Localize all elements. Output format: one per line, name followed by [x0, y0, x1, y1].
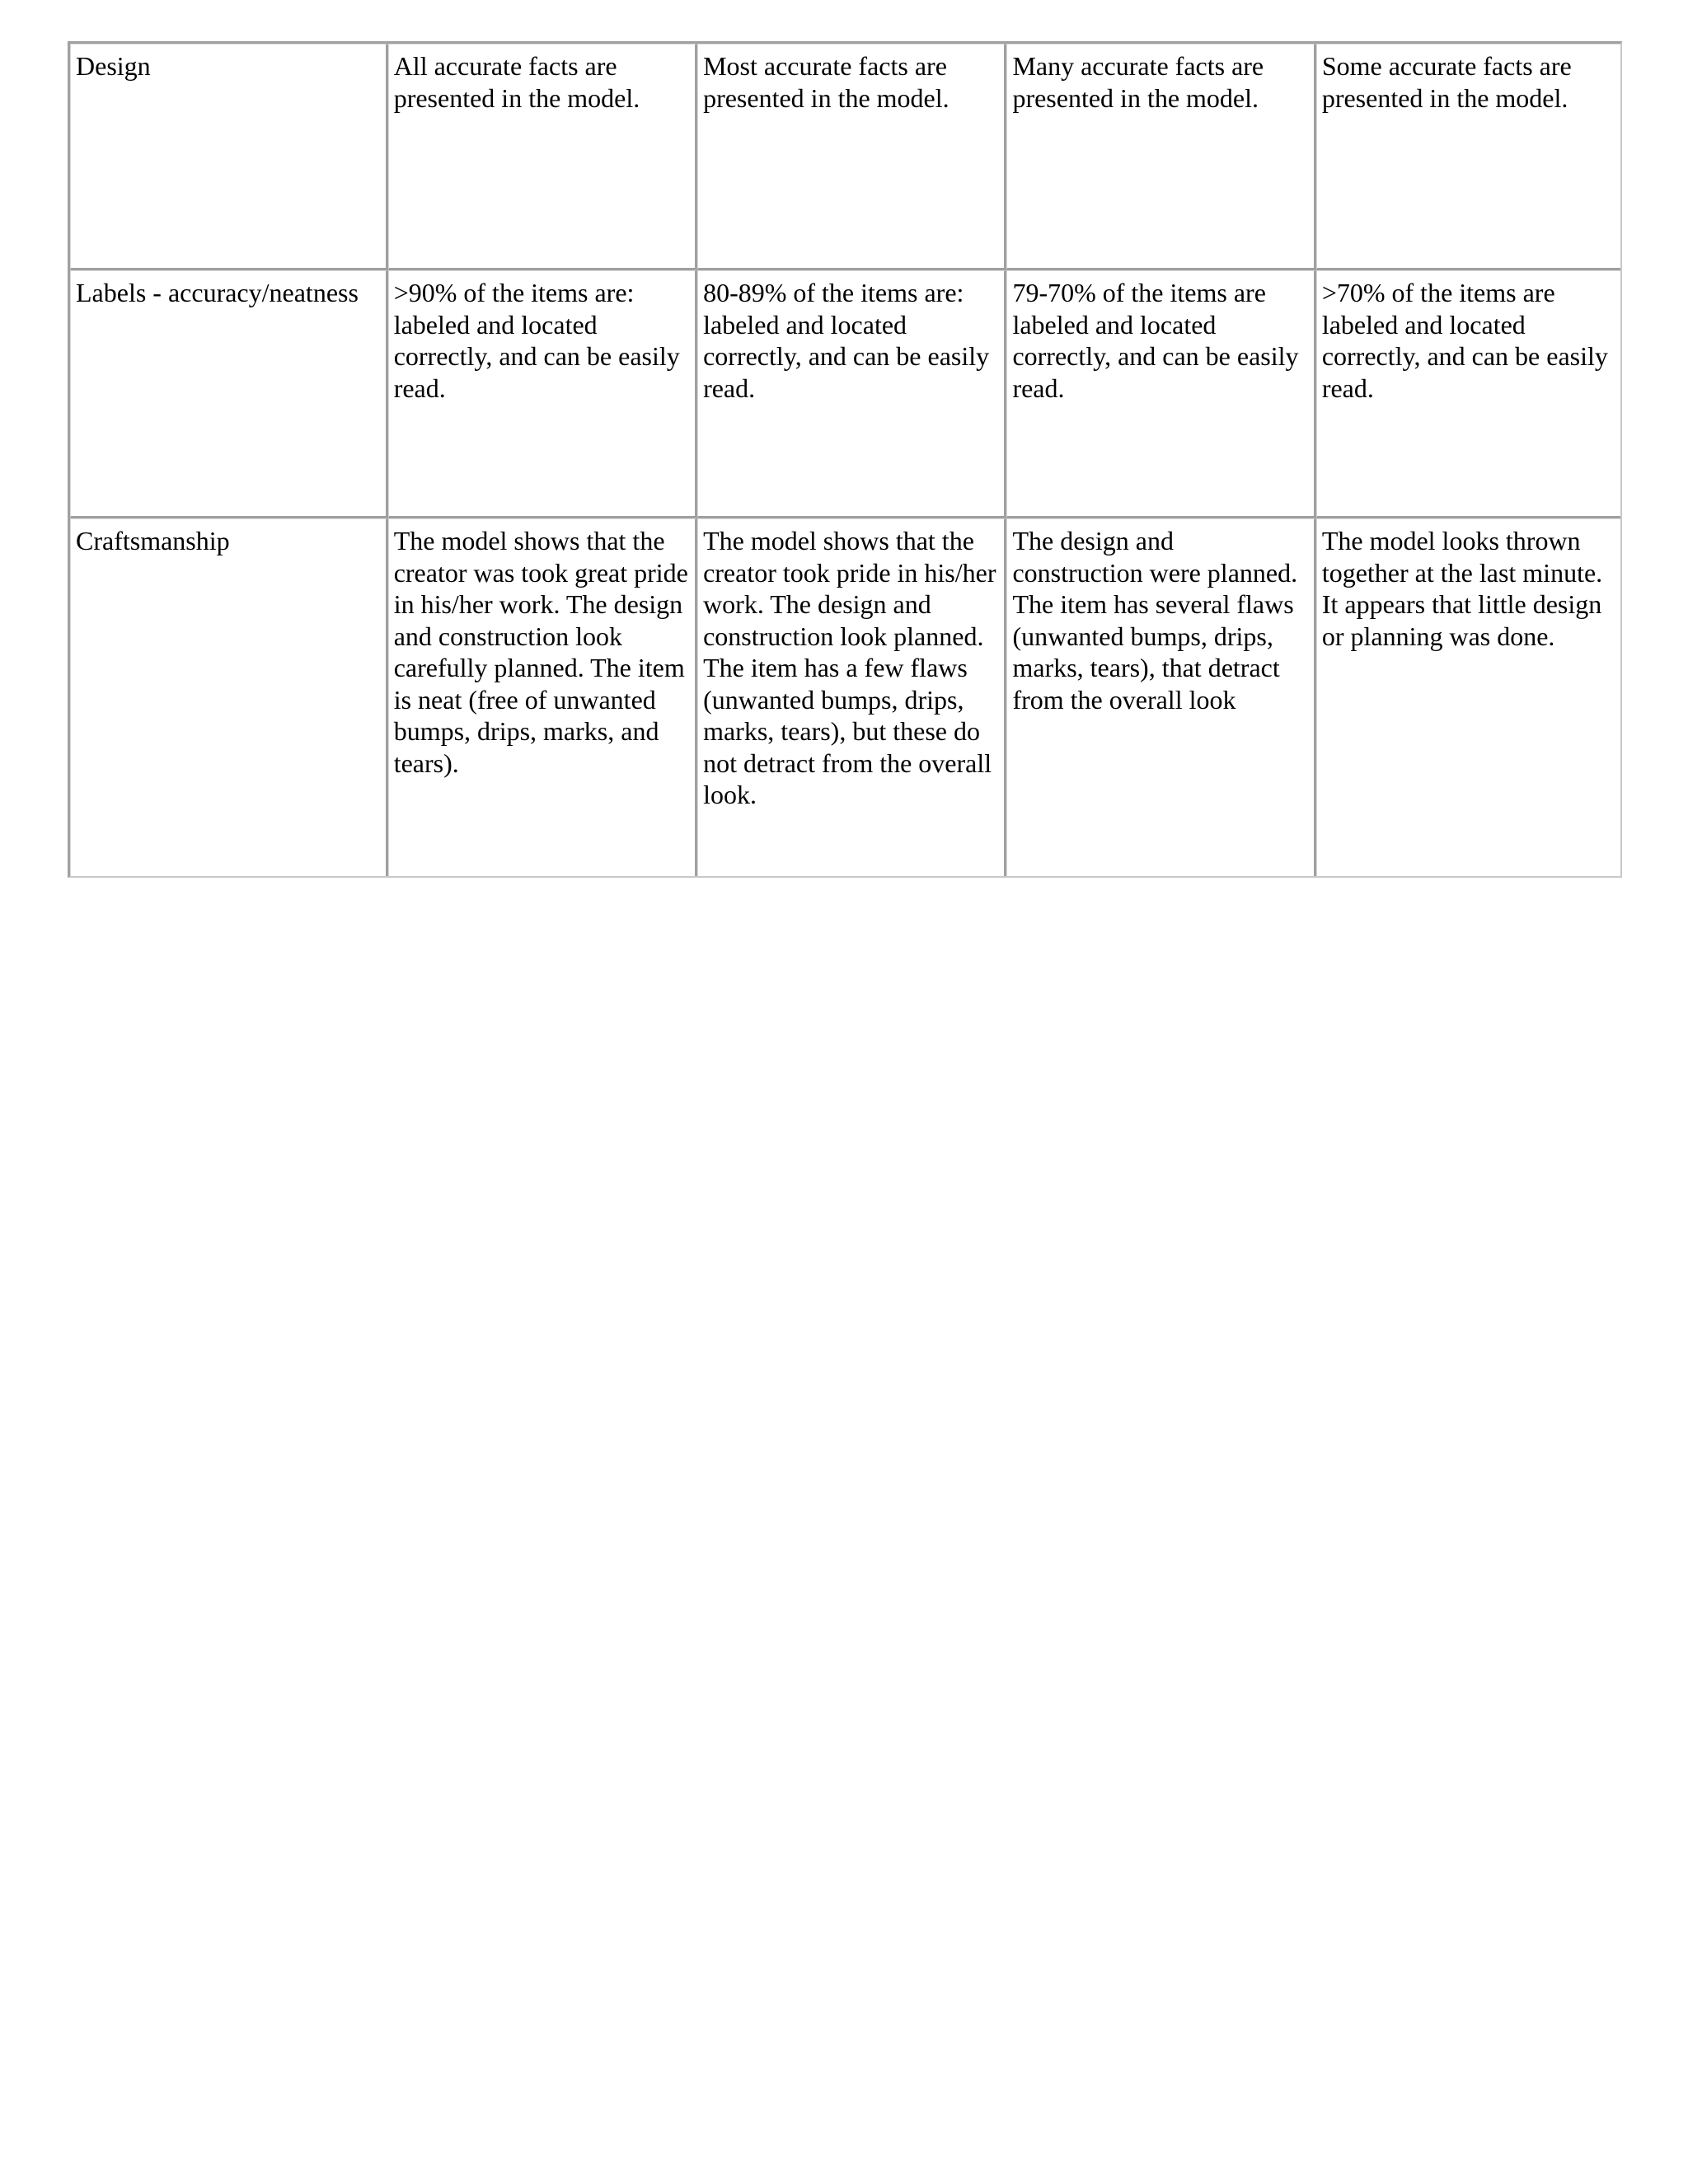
level-cell: The model looks thrown together at the last minute. It appears that little design or planning was done.	[1316, 518, 1620, 876]
rubric-table	[68, 41, 1622, 878]
level-cell: 79-70% of the items are labeled and located correctly, and can be easily read.	[1006, 270, 1315, 518]
criterion-cell-labels: Labels - accuracy/neatness	[70, 270, 388, 518]
level-cell: The model shows that the creator took pride in his/her work. The design and construction look planned. The item has a few flaws (unwanted bumps, drips, marks, tears), but these do not detract from the overall look.	[697, 518, 1006, 876]
table-row	[70, 270, 1620, 518]
table-row	[70, 518, 1620, 876]
level-cell: >90% of the items are: labeled and located correctly, and can be easily read.	[388, 270, 697, 518]
level-cell: 80-89% of the items are: labeled and located correctly, and can be easily read.	[697, 270, 1006, 518]
table-row	[70, 44, 1620, 270]
level-cell: Some accurate facts are presented in the model.	[1316, 44, 1620, 270]
level-cell: >70% of the items are labeled and located correctly, and can be easily read.	[1316, 270, 1620, 518]
level-cell: All accurate facts are presented in the model.	[388, 44, 697, 270]
criterion-cell-craftsmanship: Craftsmanship	[70, 518, 388, 876]
level-cell: The design and construction were planned. The item has several flaws (unwanted bumps, drips, marks, tears), that detract from the overall look	[1006, 518, 1315, 876]
level-cell: Many accurate facts are presented in the model.	[1006, 44, 1315, 270]
level-cell: Most accurate facts are presented in the model.	[697, 44, 1006, 270]
criterion-cell-design: Design	[70, 44, 388, 270]
level-cell: The model shows that the creator was took great pride in his/her work. The design and construction look carefully planned. The item is neat (free of unwanted bumps, drips, marks, and tears).	[388, 518, 697, 876]
